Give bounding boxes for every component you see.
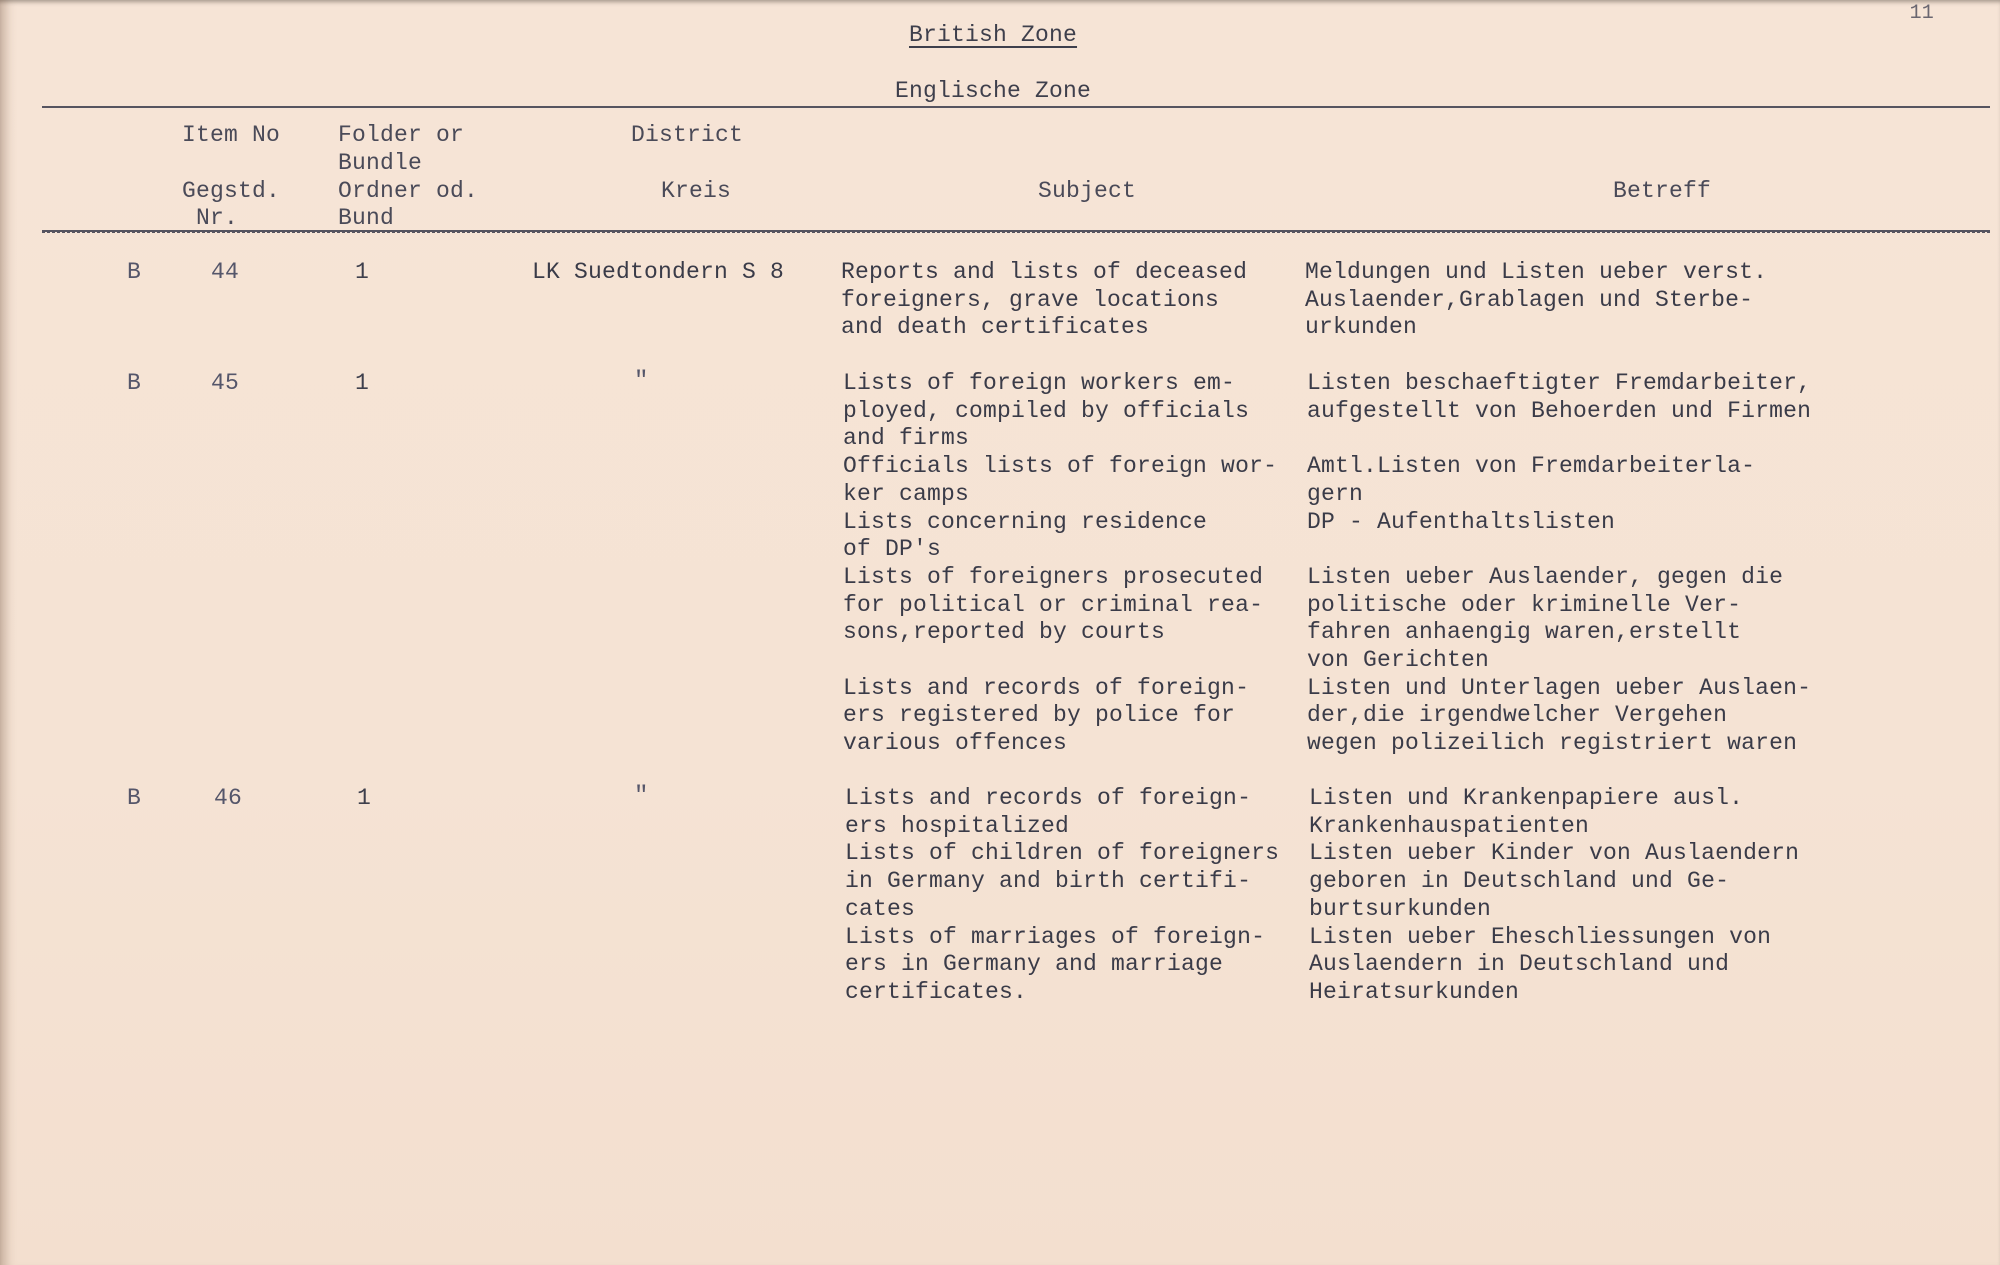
subject-line: Lists of children of foreigners [845,840,1280,867]
betreff-line: Auslaender,Grablagen und Sterbe- [1305,286,1754,313]
col-header-subject: Subject [1038,178,1137,204]
col-header-district-en: District [631,122,744,148]
betreff-line: Listen beschaeftigter Fremdarbeiter, [1307,370,1812,396]
subject-line: ployed, compiled by officials [843,397,1250,424]
page-subtitle: Englische Zone [895,78,1092,104]
row-district: LK Suedtondern S 8 [532,259,785,285]
col-header-district-de: Kreis [661,178,732,204]
betreff-line: Heiratsurkunden [1309,978,1520,1005]
col-header-item-nr: Nr. [196,205,239,231]
betreff-line: der,die irgendwelcher Vergehen [1307,702,1728,729]
col-header-folder-de-1: Ordner od. [338,178,479,204]
betreff-line: geboren in Deutschland und Ge- [1309,868,1730,895]
row-item-no: 46 [214,785,243,811]
betreff-line: Listen ueber Eheschliessungen von [1309,923,1772,950]
subject-line: ers hospitalized [845,812,1070,839]
row-series: B [127,370,142,396]
col-header-item-de: Gegstd. [182,178,281,204]
betreff-line: politische oder kriminelle Ver- [1307,591,1742,618]
subject-line: ers in Germany and marriage [845,951,1224,978]
page-number: 11 [1909,2,1934,25]
page-title: British Zone [909,22,1078,48]
betreff-line: Listen und Krankenpapiere ausl. [1309,785,1744,811]
col-header-item-en: Item No [182,122,281,148]
row-series: B [127,259,142,285]
subject-line: Lists and records of foreign- [845,785,1252,811]
betreff-line: urkunden [1305,314,1418,341]
header-top-rule [42,106,1990,108]
betreff-line: Auslaendern in Deutschland und [1309,951,1730,978]
betreff-line: Listen ueber Kinder von Auslaendern [1309,840,1800,867]
subject-line: Reports and lists of deceased [841,259,1248,285]
subject-line: Lists and records of foreign- [843,674,1250,701]
subject-line: various offences [843,730,1068,757]
subject-line: ers registered by police for [843,702,1236,729]
header-bottom-rule-dashed [42,232,1990,233]
col-header-folder-en-2: Bundle [338,150,423,176]
betreff-line: Meldungen und Listen ueber verst. [1305,259,1768,285]
row-folder: 1 [355,370,370,396]
subject-line: and death certificates [841,314,1150,341]
row-district-ditto: " [634,783,649,810]
subject-line: ker camps [843,480,970,507]
betreff-line: aufgestellt von Behoerden und Firmen [1307,397,1812,424]
row-item-no: 44 [211,259,240,285]
subject-line: cates [845,895,916,922]
betreff-line: Amtl.Listen von Fremdarbeiterla- [1307,453,1756,480]
row-series: B [127,785,142,811]
subject-line: for political or criminal rea- [843,591,1264,618]
betreff-line: Krankenhauspatienten [1309,812,1590,839]
betreff-line: Listen und Unterlagen ueber Auslaen- [1307,674,1812,701]
subject-line: Lists of marriages of foreign- [845,923,1266,950]
subject-line: in Germany and birth certifi- [845,868,1252,895]
subject-line: and firms [843,425,970,452]
subject-line: Officials lists of foreign wor- [843,453,1278,480]
betreff-line: DP - Aufenthaltslisten [1307,508,1616,535]
betreff-line: burtsurkunden [1309,895,1492,922]
betreff-line: von Gerichten [1307,647,1490,673]
col-header-folder-de-2: Bund [338,205,395,231]
betreff-line: fahren anhaengig waren,erstellt [1307,619,1742,646]
col-header-folder-en-1: Folder or [338,122,465,148]
subject-line: of DP's [843,536,942,563]
subject-line: Lists concerning residence [843,508,1208,535]
subject-line: foreigners, grave locations [841,286,1220,313]
betreff-line: gern [1307,480,1364,507]
row-district-ditto: " [634,368,649,395]
subject-line: certificates. [845,978,1028,1005]
col-header-betreff: Betreff [1613,178,1712,204]
row-folder: 1 [357,785,372,811]
subject-line: Lists of foreigners prosecuted [843,563,1264,590]
subject-line: sons,reported by courts [843,619,1166,646]
row-folder: 1 [355,259,370,285]
betreff-line: Listen ueber Auslaender, gegen die [1307,563,1784,590]
row-item-no: 45 [211,370,240,396]
subject-line: Lists of foreign workers em- [843,370,1236,396]
betreff-line: wegen polizeilich registriert waren [1307,730,1798,757]
